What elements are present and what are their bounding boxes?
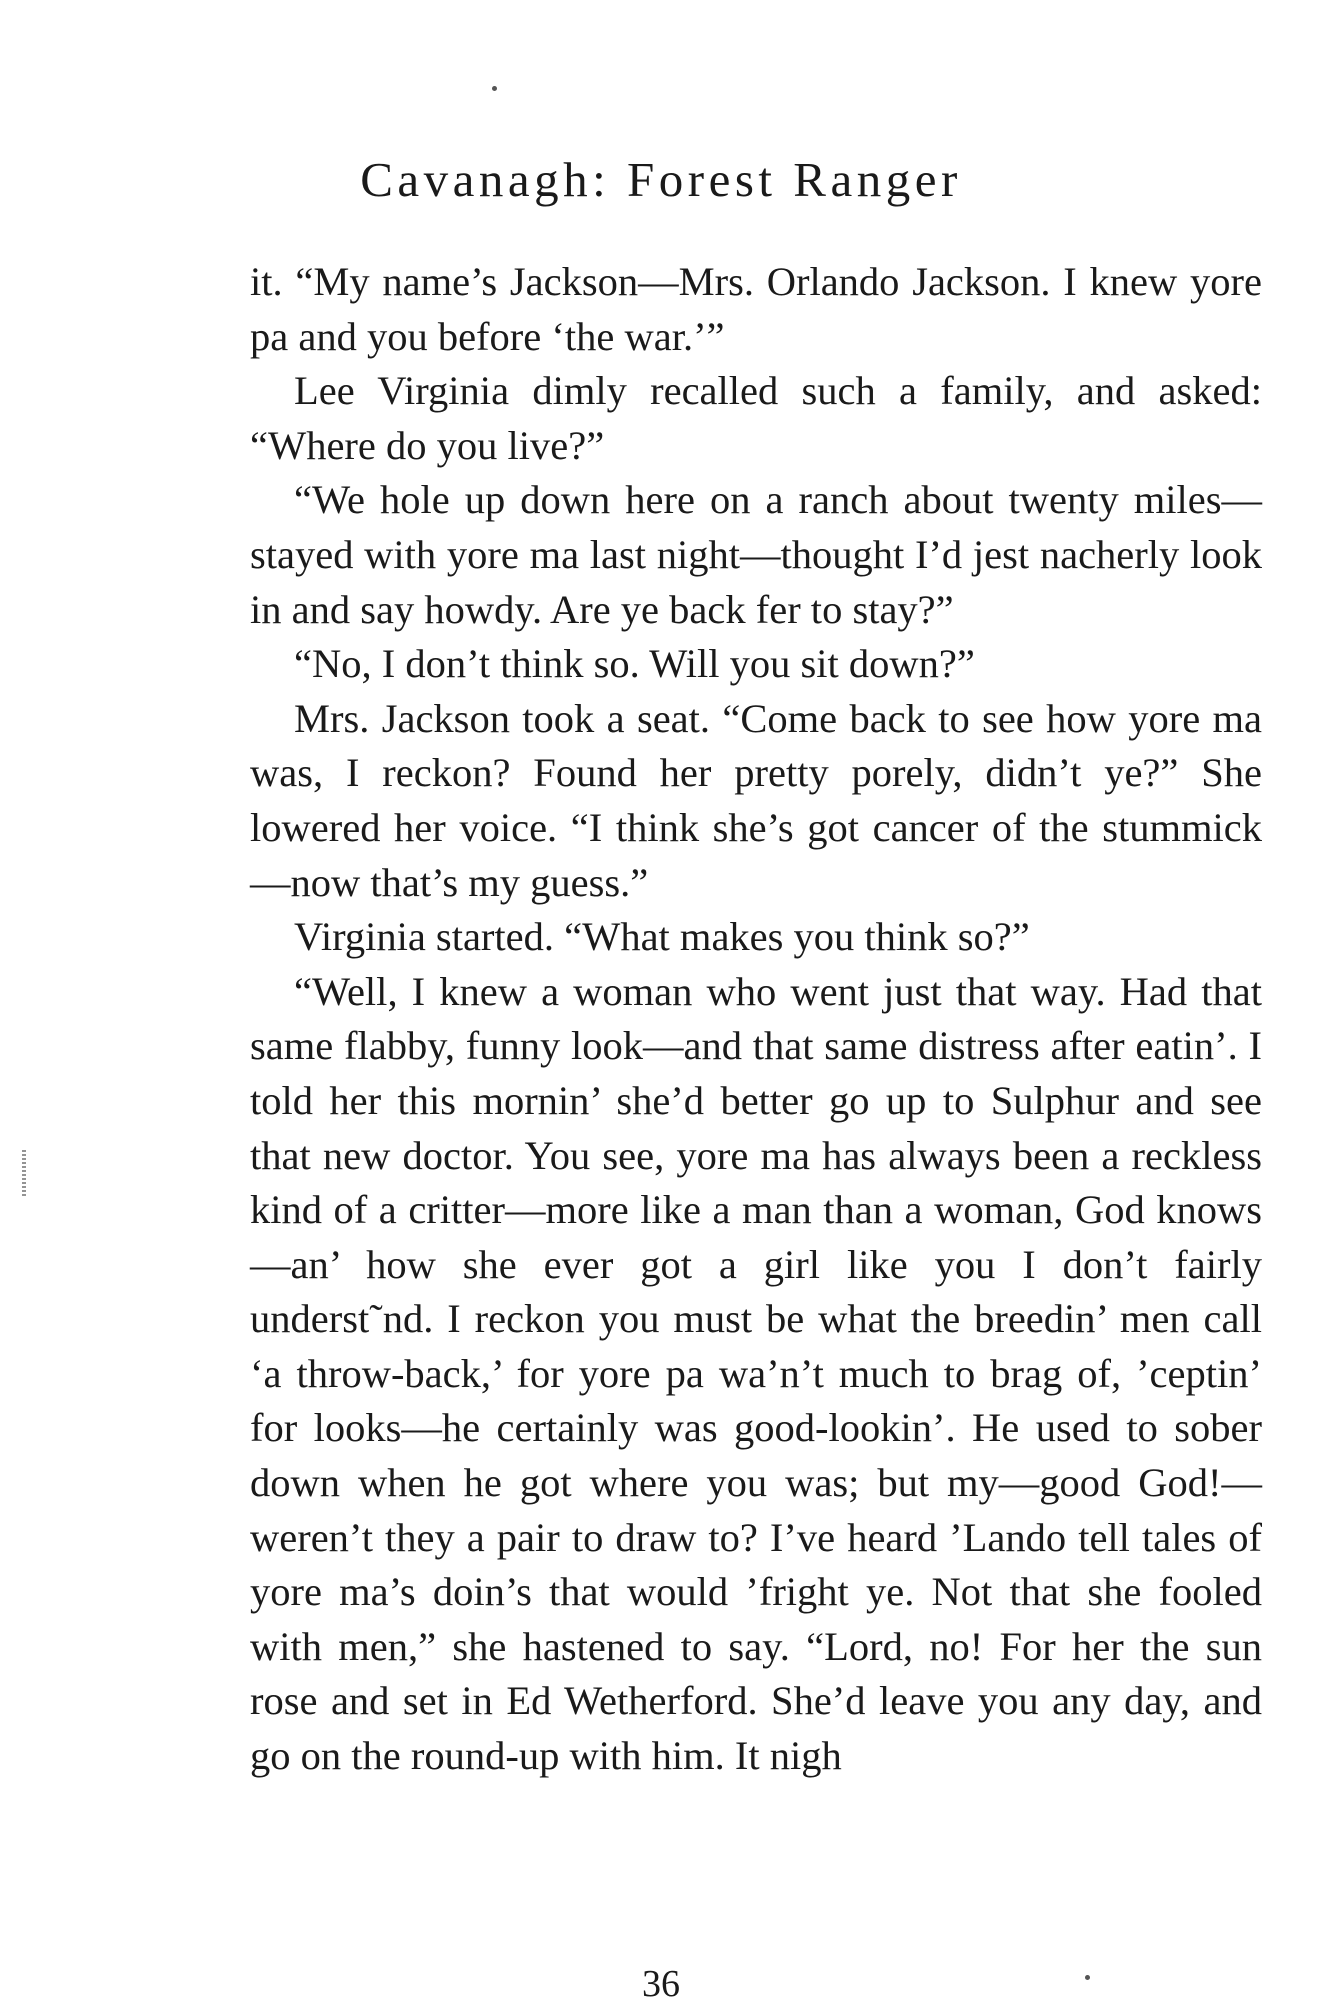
paragraph: “Well, I knew a woman who went just that way. Had that same flabby, funny look—and that same distress after eatin’. I told her this mornin’ she’d better go up to Sulphur and see that new doctor. You see, yore ma has always been a reckless kind of a critter—more like a man than a woman, God knows—an’ how she ever got a girl like you I don’t fairly underst˜nd. I reckon you must be what the breedin’ men call ‘a throw-back,’ for yore pa wa’n’t much to brag of, ’ceptin’ for looks—he certainly was good-lookin’. He used to sober down when he got where you was; but my—good God!—weren’t they a pair to draw to? I’ve heard ’Lando tell tales of yore ma’s doin’s that would ’fright ye. Not that she fooled with men,” she hastened to say. “Lord, no! For her the sun rose and set in Ed Wetherford. She’d leave you any day, and go on the round-up with him. It nigh [250,968,1262,1779]
page-number: 36 [642,1963,680,2005]
ink-speck [492,86,497,91]
paragraph: Lee Virginia dimly recalled such a family, and asked: “Where do you live?” [250,368,1262,468]
paragraph: “We hole up down here on a ranch about twenty miles—stayed with yore ma last night—thought I’d jest nacherly look in and say howdy. Are ye back fer to stay?” [250,477,1262,632]
margin-mark [22,1150,26,1196]
running-head: Cavanagh: Forest Ranger [360,152,962,207]
paragraph: Virginia started. “What makes you think so?” [294,914,1030,960]
paragraph: Mrs. Jackson took a seat. “Come back to see how yore ma was, I reckon? Found her pretty porely, didn’t ye?” She lowered her voice. “I think she’s got cancer of the stummick—now that’s my guess.” [250,695,1262,905]
body-text [250,255,1262,1784]
paragraph: it. “My name’s Jackson—Mrs. Orlando Jackson. I knew yore pa and you before ‘the war.’” [250,259,1262,359]
paragraph: “No, I don’t think so. Will you sit down?” [294,641,975,687]
